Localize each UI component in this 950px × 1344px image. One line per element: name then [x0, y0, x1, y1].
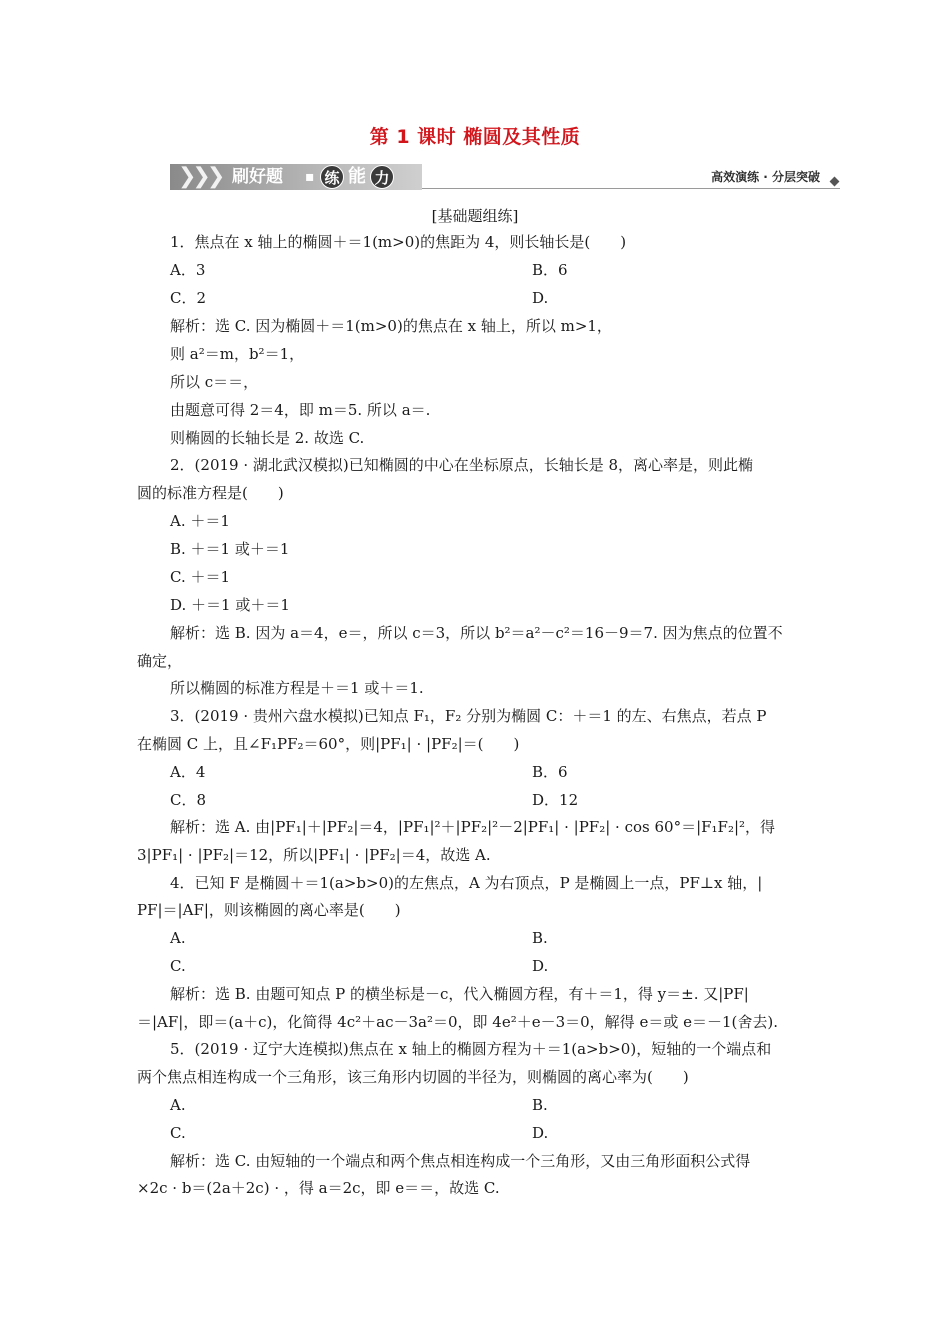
q2-solution-line: 所以椭圆的标准方程是＋＝1 或＋＝1. [170, 679, 424, 697]
q4-option-b: B. [532, 929, 548, 947]
q4-solution-line: ＝|AF|，即＝(a＋c)，化简得 4c²＋ac－3a²＝0，即 4e²＋e－3＝0，解得 e＝或 e＝－1(舍去). [137, 1013, 778, 1031]
question-2-stem-cont: 圆的标准方程是( ) [137, 484, 284, 502]
q1-solution-line: 解析：选 C. 因为椭圆＋＝1(m>0)的焦点在 x 轴上，所以 m>1， [170, 317, 612, 335]
q3-solution-line: 解析：选 A. 由|PF₁|＋|PF₂|＝4，|PF₁|²＋|PF₂|²－2|PF₁| · |PF₂| · cos 60°＝|F₁F₂|²，得 [170, 818, 776, 836]
q2-option-a: A. ＋＝1 [170, 512, 230, 530]
q5-option-b: B. [532, 1096, 548, 1114]
q2-option-d: D. ＋＝1 或＋＝1 [170, 596, 290, 614]
q2-solution-line: 解析：选 B. 因为 a＝4，e＝，所以 c＝3，所以 b²＝a²－c²＝16－9＝7. 因为焦点的位置不 [170, 624, 783, 642]
page-title: 第 1 课时 椭圆及其性质 [369, 126, 581, 148]
banner-label-brush: 刷好题 [232, 167, 283, 187]
q2-option-c: C. ＋＝1 [170, 568, 231, 586]
question-2-stem: 2．(2019 · 湖北武汉模拟)已知椭圆的中心在坐标原点，长轴长是 8，离心率是，则此椭 [170, 456, 754, 474]
banner-char-li: 力 [370, 165, 394, 189]
q1-solution-line: 由题意可得 2＝4，即 m＝5. 所以 a＝. [170, 401, 431, 419]
q5-option-c: C. [170, 1124, 186, 1142]
q4-option-d: D. [532, 957, 549, 975]
q5-option-d: D. [532, 1124, 549, 1142]
question-4-stem: 4．已知 F 是椭圆＋＝1(a>b>0)的左焦点，A 为右顶点，P 是椭圆上一点，PF⊥x 轴，| [170, 874, 763, 892]
q3-option-a: A．4 [170, 763, 206, 781]
q1-solution-line: 所以 c＝＝， [170, 373, 259, 391]
section-banner [170, 158, 840, 194]
q4-option-c: C. [170, 957, 186, 975]
banner-char-neng: 能 [348, 166, 366, 187]
section-heading: [基础题组练] [431, 207, 519, 225]
banner-right-text: 高效演练 · 分层突破 [711, 170, 820, 184]
question-3-stem-cont: 在椭圆 C 上，且∠F₁PF₂＝60°，则|PF₁| · |PF₂|＝( ) [137, 735, 520, 753]
q4-solution-line: 解析：选 B. 由题可知点 P 的横坐标是－c，代入椭圆方程，有＋＝1，得 y＝±. 又|PF| [170, 985, 749, 1003]
q4-option-a: A. [170, 929, 186, 947]
q5-option-a: A. [170, 1096, 186, 1114]
q1-option-d: D. [532, 289, 549, 307]
banner-rule [422, 188, 840, 189]
q3-option-b: B．6 [532, 763, 568, 781]
q2-solution-line: 确定， [137, 652, 183, 670]
q3-option-d: D．12 [532, 791, 579, 809]
q1-option-a: A．3 [170, 261, 206, 279]
q3-option-c: C．8 [170, 791, 207, 809]
q1-option-b: B．6 [532, 261, 568, 279]
q3-solution-line: 3|PF₁| · |PF₂|＝12，所以|PF₁| · |PF₂|＝4，故选 A. [137, 846, 491, 864]
double-chevron-icon: ❯❯❯ [178, 164, 222, 189]
question-1-stem: 1．焦点在 x 轴上的椭圆＋＝1(m>0)的焦距为 4，则长轴长是( ) [170, 233, 627, 251]
q5-solution-line: 解析：选 C. 由短轴的一个端点和两个焦点相连构成一个三角形，又由三角形面积公式得 [170, 1152, 751, 1170]
banner-dot: ▪ [305, 169, 315, 185]
q1-option-c: C．2 [170, 289, 207, 307]
diamond-icon [830, 177, 840, 187]
question-4-stem-cont: PF|＝|AF|，则该椭圆的离心率是( ) [137, 901, 401, 919]
q1-solution-line: 则椭圆的长轴长是 2. 故选 C. [170, 429, 365, 447]
question-5-stem-cont: 两个焦点相连构成一个三角形，该三角形内切圆的半径为，则椭圆的离心率为( ) [137, 1068, 689, 1086]
q5-solution-line: ×2c · b＝(2a＋2c) · ，得 a＝2c，即 e＝＝，故选 C. [137, 1179, 500, 1197]
question-5-stem: 5．(2019 · 辽宁大连模拟)焦点在 x 轴上的椭圆方程为＋＝1(a>b>0)，短轴的一个端点和 [170, 1040, 772, 1058]
q2-option-b: B. ＋＝1 或＋＝1 [170, 540, 290, 558]
question-3-stem: 3．(2019 · 贵州六盘水模拟)已知点 F₁，F₂ 分别为椭圆 C：＋＝1 的左、右焦点，若点 P [170, 707, 767, 725]
q1-solution-line: 则 a²＝m，b²＝1， [170, 345, 305, 363]
banner-char-lian: 练 [320, 165, 344, 189]
